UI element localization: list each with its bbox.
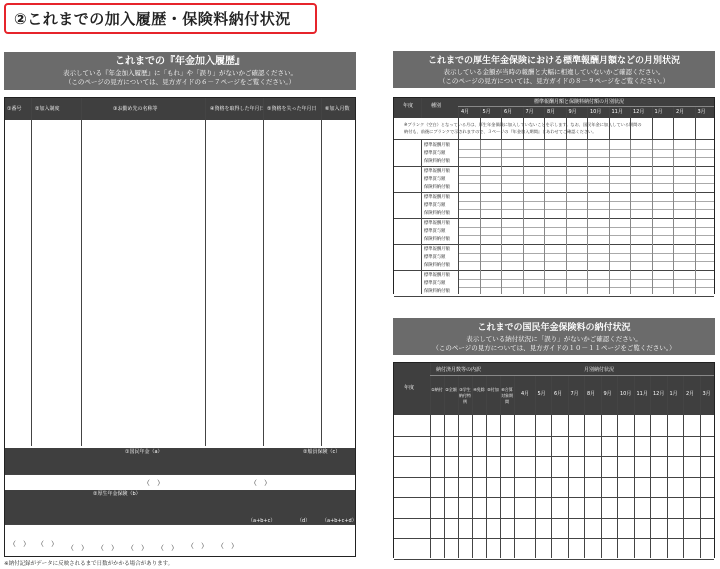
history-col-acquired: ④資格を取得した年月日 xyxy=(210,106,265,112)
history-paren: （ ） xyxy=(157,544,178,552)
monthly-row-label: 標準賞与額 xyxy=(424,255,446,260)
divider xyxy=(394,538,714,539)
national-month-label: 12月 xyxy=(653,391,665,397)
monthly-row-label: 標準賞与額 xyxy=(424,203,446,208)
monthly-month-label: 11月 xyxy=(611,109,623,115)
divider xyxy=(501,140,502,294)
national-month-label: 2月 xyxy=(686,391,695,397)
history-paren: （ ） xyxy=(217,542,238,550)
history-employee-band xyxy=(5,490,355,499)
monthly-row-label: 標準報酬月額 xyxy=(424,273,450,278)
monthly-month-label: 7月 xyxy=(525,109,534,115)
divider xyxy=(394,518,714,519)
divider xyxy=(430,375,518,376)
divider xyxy=(394,296,714,297)
divider xyxy=(421,98,422,118)
history-col-number: ①番号 xyxy=(7,106,22,112)
monthly-line1: 表示している金額が当時の報酬と大幅に相違していないかご確認ください。 xyxy=(443,68,665,76)
national-sub-col: ③学生納付特例 xyxy=(459,387,471,404)
monthly-month-label: 12月 xyxy=(633,109,645,115)
national-title: これまでの国民年金保険料の納付状況 xyxy=(477,323,631,333)
divider xyxy=(568,375,569,558)
monthly-month-label: 3月 xyxy=(697,109,706,115)
divider xyxy=(551,375,552,558)
history-paren: （ ） xyxy=(187,542,208,550)
monthly-line2: （このページの見方については、見方ガイドの８－９ページをご覧ください。） xyxy=(438,76,670,85)
divider xyxy=(458,279,714,280)
section-title: ②これまでの加入履歴・保険料納付状況 xyxy=(14,10,291,28)
national-group-label: 納付済月数等の内訳 xyxy=(436,367,482,373)
national-sub-col: ①納付 xyxy=(431,387,443,392)
divider xyxy=(321,98,322,446)
monthly-month-label: 1月 xyxy=(654,109,663,115)
section-title-box xyxy=(4,3,317,34)
divider xyxy=(566,140,567,294)
monthly-title: これまでの厚生年金保険における標準報酬月額などの月別状況 xyxy=(427,56,680,66)
national-sub-col: ⑥合算対象期間 xyxy=(501,387,513,404)
history-title: これまでの『年金加入履歴』 xyxy=(115,56,245,67)
history-paren: （ ） xyxy=(250,479,271,487)
divider xyxy=(523,140,524,294)
history-paren: （ ） xyxy=(97,544,118,552)
divider xyxy=(700,375,701,558)
divider xyxy=(394,497,714,498)
history-national-label: ①国民年金（a） xyxy=(125,449,163,455)
history-line2: （このページの見方については、見方ガイドの６－７ページをご覧ください。） xyxy=(64,77,296,86)
divider xyxy=(421,140,422,294)
history-total-mark-1: （a+b+c） xyxy=(248,518,276,524)
national-month-label: 6月 xyxy=(554,391,563,397)
monthly-table xyxy=(393,97,715,294)
national-month-label: 5月 xyxy=(537,391,546,397)
history-national-cols xyxy=(5,457,355,474)
divider xyxy=(472,375,473,558)
national-month-label: 4月 xyxy=(521,391,530,397)
national-month-label: 9月 xyxy=(603,391,612,397)
divider xyxy=(394,436,714,437)
divider xyxy=(81,98,82,446)
divider xyxy=(458,261,714,262)
divider xyxy=(458,235,714,236)
monthly-row-label: 標準報酬月額 xyxy=(424,247,450,252)
divider xyxy=(458,209,714,210)
monthly-row-label: 保険料納付額 xyxy=(424,289,450,294)
divider xyxy=(695,140,696,294)
monthly-row-label: 標準賞与額 xyxy=(424,151,446,156)
national-sub-col: ②全額 xyxy=(445,387,457,392)
national-line1: 表示している納付状況に「誤り」がないかご確認ください。 xyxy=(466,335,642,343)
monthly-row-label: 保険料納付額 xyxy=(424,211,450,216)
divider xyxy=(394,192,714,193)
history-col-lost: ⑤資格を失った年月日 xyxy=(267,106,317,112)
divider xyxy=(394,244,714,245)
history-table xyxy=(4,97,356,557)
monthly-row-label: 保険料納付額 xyxy=(424,237,450,242)
divider xyxy=(458,140,459,294)
divider xyxy=(458,149,714,150)
monthly-type-label: 種別 xyxy=(431,103,442,109)
monthly-row-label: 標準賞与額 xyxy=(424,229,446,234)
divider xyxy=(601,375,602,558)
divider xyxy=(394,166,714,167)
national-table xyxy=(393,362,715,558)
monthly-row-label: 標準報酬月額 xyxy=(424,195,450,200)
national-sub-col: ⑤付加 xyxy=(487,387,499,392)
national-month-label: 1月 xyxy=(669,391,678,397)
history-col-months: ⑥加入月数 xyxy=(325,106,350,112)
divider xyxy=(263,98,264,446)
divider xyxy=(444,375,445,558)
monthly-note-2: 納付も、前後にブランクで示されますので、３ページの『年金加入期間』とあわせてご確認ください。 xyxy=(404,129,597,134)
divider xyxy=(544,140,545,294)
divider xyxy=(667,375,668,558)
divider xyxy=(535,375,536,558)
divider xyxy=(518,375,714,376)
monthly-month-label: 9月 xyxy=(568,109,577,115)
history-total-mark-2: （d） xyxy=(297,518,311,524)
divider xyxy=(5,474,355,475)
history-employee-label: ②厚生年金保険（b） xyxy=(93,491,141,497)
national-status-label: 月別納付状況 xyxy=(584,367,615,373)
national-month-label: 3月 xyxy=(702,391,711,397)
divider xyxy=(458,287,714,288)
history-seamen-label: ②船員保険（c） xyxy=(303,449,341,455)
divider xyxy=(458,183,714,184)
divider xyxy=(683,375,684,558)
national-line2: （このページの見方については、見方ガイドの１０－１１ページをご覧ください。） xyxy=(432,343,676,352)
national-header xyxy=(393,318,715,355)
monthly-header xyxy=(393,51,715,88)
history-paren: （ ） xyxy=(143,479,164,487)
divider xyxy=(514,375,515,558)
divider xyxy=(652,140,653,294)
divider xyxy=(5,524,355,525)
monthly-row-label: 標準報酬月額 xyxy=(424,169,450,174)
national-year-label: 年度 xyxy=(404,385,415,391)
divider xyxy=(673,140,674,294)
monthly-month-label: 2月 xyxy=(676,109,685,115)
divider xyxy=(458,201,714,202)
monthly-month-label: 4月 xyxy=(461,109,470,115)
footnote: ※納付記録がデータに反映されるまで日数がかかる場合があります。 xyxy=(4,561,174,567)
monthly-month-label: 10月 xyxy=(590,109,602,115)
divider xyxy=(394,477,714,478)
history-line1: 表示している『年金加入履歴』に「もれ」や「誤り」がないかご確認ください。 xyxy=(63,69,297,77)
national-month-label: 8月 xyxy=(587,391,596,397)
divider xyxy=(584,375,585,558)
monthly-row-label: 標準賞与額 xyxy=(424,177,446,182)
monthly-row-label: 標準賞与額 xyxy=(424,281,446,286)
history-paren: （ ） xyxy=(67,544,88,552)
divider xyxy=(609,140,610,294)
monthly-group-label: 標準報酬月額と保険料納付額の月別状況 xyxy=(534,99,625,105)
divider xyxy=(394,456,714,457)
history-col-system: ②加入制度 xyxy=(35,106,60,112)
monthly-year-label: 年度 xyxy=(403,103,414,109)
divider xyxy=(486,375,487,558)
divider xyxy=(458,227,714,228)
monthly-month-label: 8月 xyxy=(547,109,556,115)
national-month-label: 10月 xyxy=(620,391,632,397)
history-paren: （ ） xyxy=(9,540,30,548)
monthly-row-label: 標準報酬月額 xyxy=(424,143,450,148)
divider xyxy=(630,140,631,294)
history-paren: （ ） xyxy=(37,540,58,548)
divider xyxy=(650,375,651,558)
national-month-label: 7月 xyxy=(570,391,579,397)
divider xyxy=(394,559,714,560)
divider xyxy=(31,98,32,446)
monthly-row-label: 標準報酬月額 xyxy=(424,221,450,226)
monthly-month-label: 5月 xyxy=(482,109,491,115)
divider xyxy=(634,375,635,558)
national-month-label: 11月 xyxy=(636,391,648,397)
history-paren: （ ） xyxy=(127,544,148,552)
monthly-row-label: 保険料納付額 xyxy=(424,159,450,164)
divider xyxy=(394,218,714,219)
history-header xyxy=(4,52,356,90)
divider xyxy=(480,140,481,294)
divider xyxy=(458,106,714,107)
history-col-employer: ③お勤め先の名称等 xyxy=(113,106,158,112)
monthly-month-label: 6月 xyxy=(504,109,513,115)
divider xyxy=(205,98,206,446)
divider xyxy=(617,375,618,558)
national-sub-col: ④免除 xyxy=(473,387,485,392)
divider xyxy=(458,253,714,254)
monthly-note-1: ※ブランク（空白）となっている月は、厚生年金保険に加入していないことを示します。なお、国民年金に加入している期間の xyxy=(404,122,642,127)
monthly-row-label: 保険料納付額 xyxy=(424,185,450,190)
divider xyxy=(458,157,714,158)
divider xyxy=(394,270,714,271)
monthly-row-label: 保険料納付額 xyxy=(424,263,450,268)
divider xyxy=(587,140,588,294)
history-total-mark-3: （a+b+c+d） xyxy=(322,518,357,524)
divider xyxy=(458,175,714,176)
